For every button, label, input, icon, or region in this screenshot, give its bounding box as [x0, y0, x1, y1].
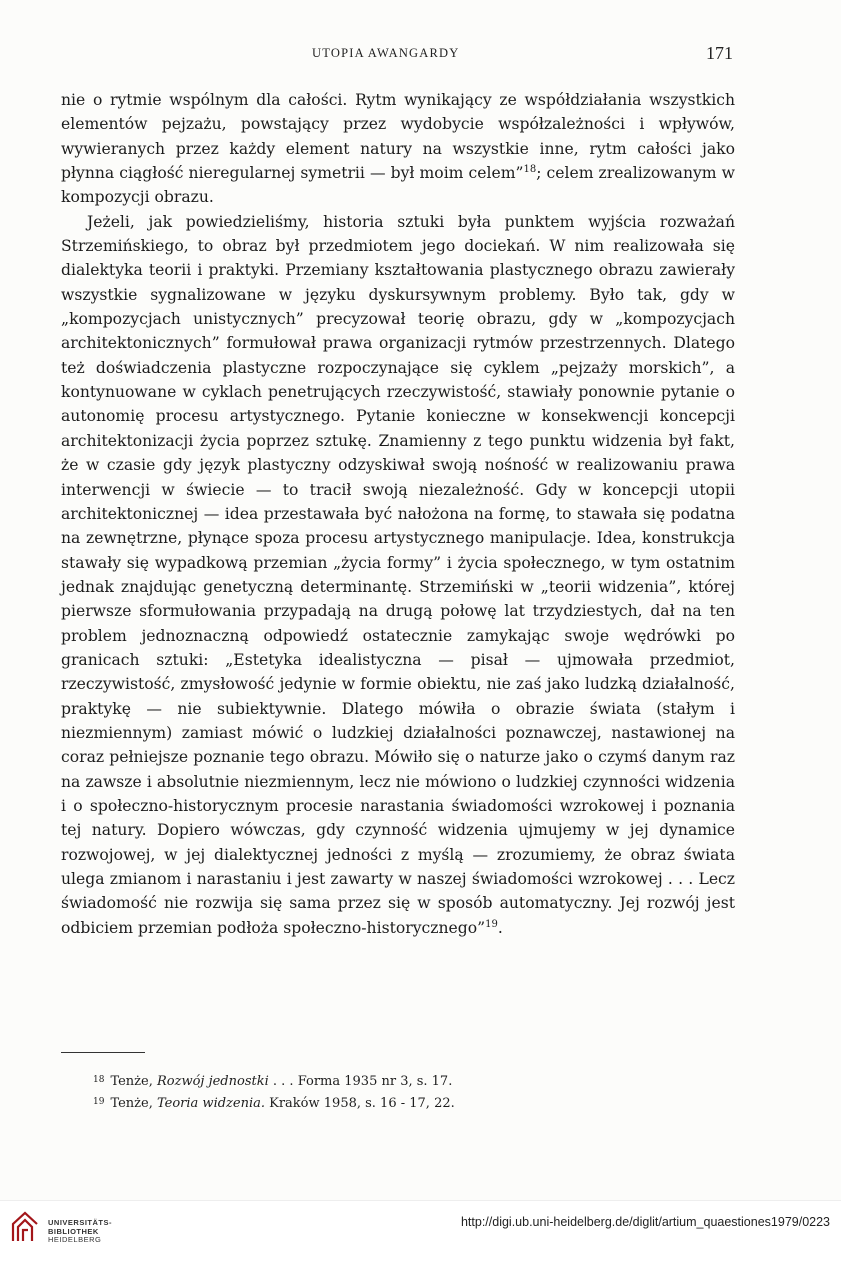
footnote-number: 19 — [93, 1097, 105, 1107]
footnotes — [93, 1070, 693, 1114]
paragraph-2-tail: . — [497, 918, 503, 937]
paragraph-2 — [61, 210, 735, 940]
page-url-link[interactable]: http://digi.ub.uni-heidelberg.de/diglit/artium_quaestiones1979/0223 — [460, 1215, 830, 1229]
footnote-ref-18[interactable]: 18 — [523, 164, 537, 176]
footnote-source: . . . Forma 1935 nr 3, s. 17. — [268, 1074, 453, 1089]
paragraph-1-tail: ; celem zrealizowanym w kompozycji obrazu. — [61, 164, 735, 207]
paragraph-2-text: Jeżeli, jak powiedzieliśmy, historia sztuki była punktem wyjścia rozważań Strzemińskiego, to obraz był przedmiotem jego dociekań. W nim realizowała się dialektyka teorii i praktyki. Przemiany kształtowania plastycznego obrazu zawierały wszystkie sygnalizowane w języku dyskursywnym problemy. Było tak, gdy w „kompozycjach unistycznych” precyzował teorię obrazu, gdy w „kompozycjach architektonicznych” formułował prawa organizacji rytmów przestrzennych. Dlatego też doświadczenia plastyczne rozpoczynające się cyklem „pejzaży morskich”, a kontynuowane w cyklach penetrujących rzeczywistość, stawiały ponownie pytanie o autonomię procesu artystycznego. Pytanie konieczne w konsekwencji koncepcji architektonizacji życia poprzez sztukę. Znamienny z tego punktu widzenia był fakt, że w czasie gdy język plastyczny odzyskiwał swoją nośność w realizowaniu prawa interwencji w świecie — to tracił swoją niezależność. Gdy w koncepcji utopii architektonicznej — idea przestawała być nałożona na formę, to stawała się podatna na zewnętrzne, płynące spoza procesu artystycznego manipulacje. Idea, konstrukcja stawały się wypadkową przemian „życia formy” i życia społecznego, w tym ostatnim jednak znajdując genetyczną determinantę. Strzemiński w „teorii widzenia”, której pierwsze sformułowania przypadają na drugą połowę lat trzydziestych, dał na ten problem jednoznaczną odpowiedź ostatecznie zamykając swoje wędrówki po granicach sztuki: „Estetyka idealistyczna — pisał — ujmowała przedmiot, rzeczywistość, zmysłowość jedynie w formie obiektu, nie zaś jako ludzką działalność, praktykę — nie subiektywnie. Dlatego mówiła o obrazie świata (stałym i niezmiennym) zamiast mówić o ludzkiej działalności poznawczej, nastawionej na coraz pełniejsze poznanie tego obrazu. Mówiło się o naturze jako o czymś danym raz na zawsze i absolutnie niezmiennym, lecz nie mówiono o ludzkiej czynności widzenia i o społeczno-historycznym procesie narastania świadomości wzrokowej i poznania tej natury. Dopiero wówczas, gdy czynność widzenia ujmujemy w jej dynamice rozwojowej, w jej dialektycznej jedności z myślą — zrozumiemy, że obraz świata ulega zmianom i narastaniu i jest zawarty w naszej świadomości wzrokowej . . . Lecz świadomość nie rozwija się sama przez się w sposób automatyczny. Jej rozwój jest odbiciem przemian podłoża społeczno-historycznego” — [61, 212, 735, 937]
library-logo-icon — [10, 1210, 40, 1244]
running-title: UTOPIA AWANGARDY — [312, 46, 460, 60]
library-name: UNIVERSITÄTS- BIBLIOTHEK HEIDELBERG — [48, 1218, 113, 1244]
page-number: 171 — [706, 43, 733, 63]
footnote-title: Rozwój jednostki — [157, 1074, 269, 1089]
body-text — [61, 88, 735, 940]
paragraph-1 — [61, 88, 735, 210]
library-footer — [0, 1200, 841, 1264]
footnote-18 — [93, 1070, 693, 1092]
footnote-ref-19[interactable]: 19 — [485, 918, 498, 930]
footnote-text: Tenże, — [110, 1074, 157, 1089]
footnote-number: 18 — [93, 1075, 105, 1085]
footnote-text: Tenże, — [110, 1096, 157, 1111]
footnote-divider — [61, 1052, 145, 1053]
footnote-source: Kraków 1958, s. 16 - 17, 22. — [265, 1096, 455, 1111]
paragraph-1-text: nie o rytmie wspólnym dla całości. Rytm wynikający ze współdziałania wszystkich elementów pejzażu, powstający przez wydobycie współzależności i wpływów, wywieranych przez każdy element natury na wszystkie inne, rytm całości jako płynna ciągłość nieregularnej symetrii — był moim celem” — [61, 91, 735, 183]
footnote-19 — [93, 1092, 693, 1114]
footnote-title: Teoria widzenia. — [157, 1096, 265, 1111]
